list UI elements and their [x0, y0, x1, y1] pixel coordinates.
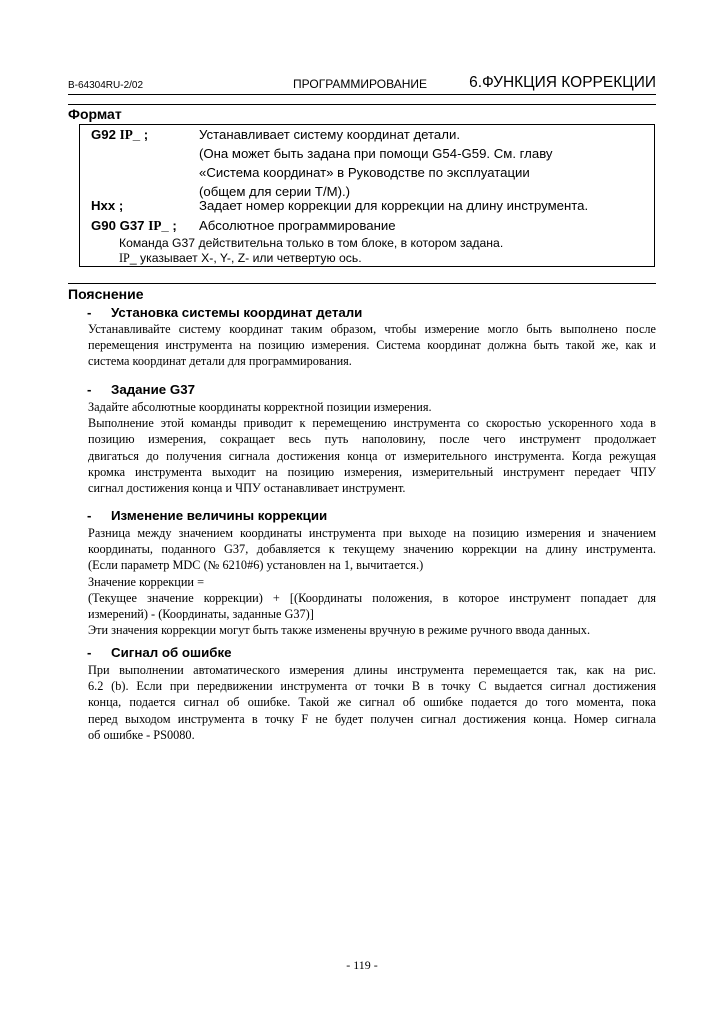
section-rule: [68, 104, 656, 105]
command-description: Задает номер коррекции для коррекции на длину инструмента.: [199, 198, 589, 213]
paragraph: При выполнении автоматического измерения длины инструмента перемещается так, как на рис. 6.2 (b). Если при передвижении инструмента от точки B в точку C выдается сигнал достижения конца, подается сигнал об ошибке. Такой же сигнал об ошибке подается до того момента, пока перед выходом инструмента в точку F не будет получен сигнал достижения конца. Номер сигнала об ошибке - PS0080.: [88, 663, 656, 742]
subsection-title: - Изменение величины коррекции: [87, 508, 328, 523]
subsection-title: - Сигнал об ошибке: [87, 645, 232, 660]
subsection-title: - Задание G37: [87, 382, 195, 397]
section-rule: [68, 283, 656, 284]
header-rule: [68, 94, 656, 95]
command-description: Абсолютное программирование: [199, 218, 396, 233]
explanation-heading: Пояснение: [68, 286, 144, 302]
format-note: IP_ указывает X-, Y-, Z- или четвертую ось.: [119, 251, 362, 265]
format-heading: Формат: [68, 106, 122, 122]
doc-code: B-64304RU-2/02: [68, 80, 144, 91]
paragraph: Разница между значением координаты инструмента при выходе на позицию измерения и значением координаты, поданного G37, добавляется к текущему значению коррекции на длину инструмента. (Если параметр MDC (№ 6210#6) установлен на 1, вычитается.) Значение коррекции = (Текущее значение коррекции) + [(Координаты положения, в которое инструмент попадает для измерений) - (Координаты, заданные G37)] Эти значения коррекции могут быть также изменены вручную в режиме ручного ввода данных.: [88, 526, 656, 638]
section-title: ПРОГРАММИРОВАНИЕ: [293, 77, 427, 91]
page-header: [68, 74, 656, 94]
paragraph: Устанавливайте систему координат таким образом, чтобы измерение могло быть выполнено после перемещения инструмента на позицию измерения. Система координат должна быть такой же, как и система координат детали для программирования.: [88, 322, 656, 369]
format-box: [79, 124, 655, 267]
command-description: Устанавливает систему координат детали. (Она может быть задана при помощи G54-G59. См. главу «Система координат» в Руководстве по эксплуатации (общем для серии T/M).): [199, 127, 553, 199]
command-hxx: Hxx ;: [91, 198, 124, 213]
subsection-title: - Установка системы координат детали: [87, 305, 363, 320]
command-g90-g37: G90 G37 IP_ ;: [91, 218, 177, 233]
command-g92: G92 IP_ ;: [91, 127, 149, 142]
format-note: Команда G37 действительна только в том блоке, в котором задана.: [119, 236, 504, 250]
page-number: - 119 -: [346, 958, 378, 972]
chapter-title: 6.ФУНКЦИЯ КОРРЕКЦИИ: [469, 74, 656, 91]
paragraph: Задайте абсолютные координаты корректной позиции измерения. Выполнение этой команды приводит к перемещению инструмента со скоростью ускоренного хода в позицию измерения, сокращает весь путь наполовину, после чего инструмент продолжает двигаться до получения сигнала достижения конца от измерительного инструмента. Когда режущая кромка инструмента выходит на позицию измерения, измерительный инструмент передает ЧПУ сигнал достижения конца и ЧПУ останавливает инструмент.: [88, 400, 656, 496]
